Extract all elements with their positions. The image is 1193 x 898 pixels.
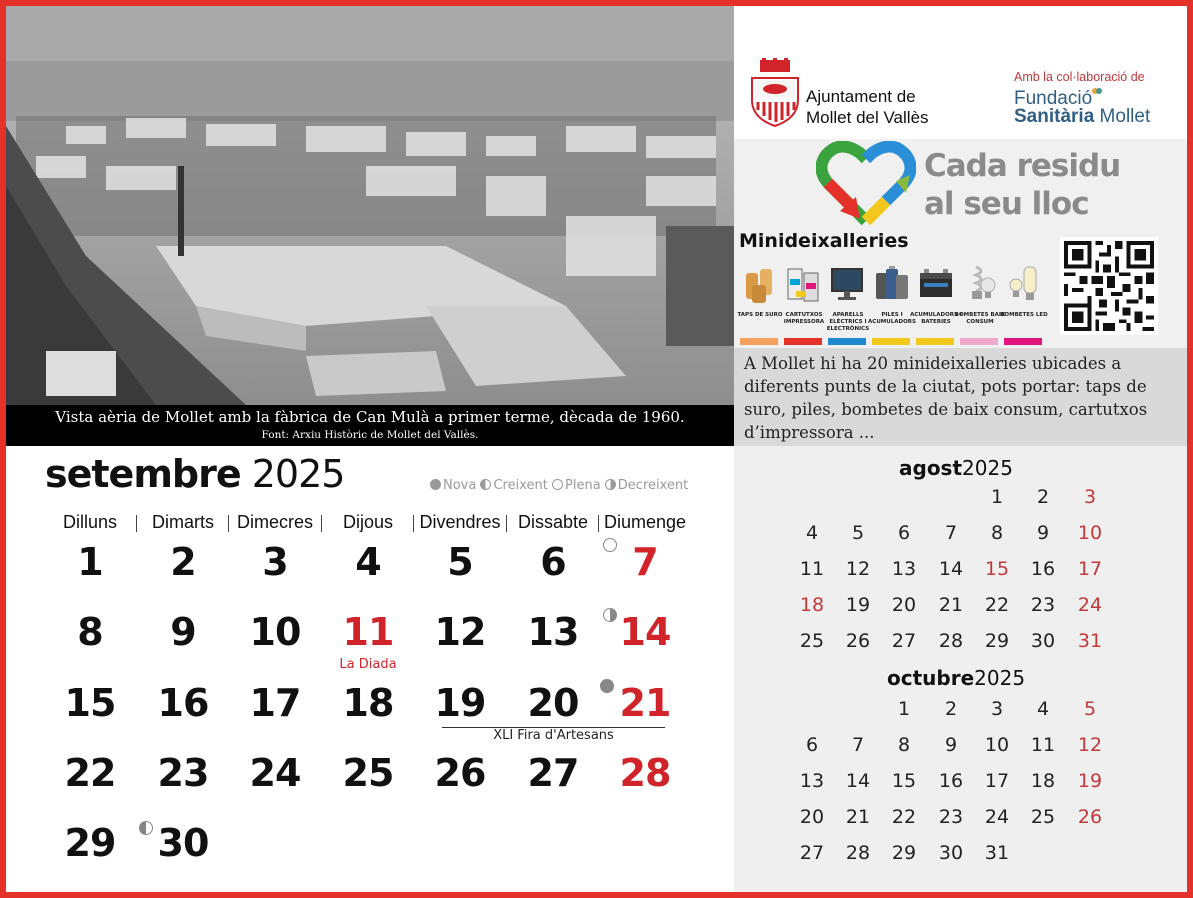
ajuntament-line1: Ajuntament de: [806, 87, 916, 106]
day-cell[interactable]: 25: [342, 751, 394, 795]
description-text: A Mollet hi ha 20 minideixalleries ubicades a diferents punts de la ciutat, pots portar: taps de suro, piles, bombetes de baix consum, cartutxos d’impressora ...: [744, 354, 1148, 442]
day-cell[interactable]: 8: [77, 610, 103, 654]
mini-day-cell[interactable]: 15: [891, 770, 917, 792]
weekday-label: Divendres: [419, 512, 501, 532]
day-cell[interactable]: 12: [434, 610, 486, 654]
mini-day-cell[interactable]: 6: [805, 734, 819, 756]
day-cell[interactable]: 15: [64, 681, 116, 725]
mini-day-cell[interactable]: 29: [984, 630, 1010, 652]
mini-day-cell[interactable]: 10: [984, 734, 1010, 756]
mini-month-year: 2025: [962, 456, 1013, 480]
mini-day-cell[interactable]: 17: [984, 770, 1010, 792]
legend-full: Plena: [565, 478, 601, 493]
day-cell[interactable]: 16: [157, 681, 209, 725]
mini-day-cell[interactable]: 28: [938, 630, 964, 652]
mini-day-cell[interactable]: 6: [897, 522, 911, 544]
mini-day-cell[interactable]: 21: [845, 806, 871, 828]
mini-day-cell[interactable]: 10: [1077, 522, 1103, 544]
mini-day-cell[interactable]: 11: [1030, 734, 1056, 756]
day-cell[interactable]: 23: [157, 751, 209, 795]
day-cell[interactable]: 3: [262, 540, 288, 584]
slogan-line2: al seu lloc: [924, 186, 1089, 222]
day-cell[interactable]: 19: [434, 681, 486, 725]
day-cell[interactable]: 4: [355, 540, 381, 584]
month-name: setembre: [45, 452, 241, 496]
slogan-line1: Cada residu: [924, 148, 1121, 184]
waste-item-label: BOMBETES LED: [1000, 312, 1048, 318]
mini-day-cell[interactable]: 16: [938, 770, 964, 792]
mini-day-cell[interactable]: 15: [984, 558, 1010, 580]
mini-day-cell[interactable]: 19: [845, 594, 871, 616]
mini-day-cell[interactable]: 9: [1036, 522, 1050, 544]
mini-day-cell[interactable]: 24: [984, 806, 1010, 828]
collab-label: Amb la col·laboració de: [1014, 70, 1145, 84]
waste-item-label: TAPS DE SURO: [737, 312, 783, 318]
waste-item-label: ACUMULADORS I BATERIES: [910, 312, 962, 325]
legend-new: Nova: [443, 478, 477, 493]
day-cell[interactable]: 29: [64, 821, 116, 865]
mini-day-cell[interactable]: 18: [1030, 770, 1056, 792]
mini-day-cell[interactable]: 20: [891, 594, 917, 616]
mini-day-cell[interactable]: 26: [1077, 806, 1103, 828]
mini-day-cell[interactable]: 17: [1077, 558, 1103, 580]
mini-day-cell[interactable]: 28: [845, 842, 871, 864]
ajuntament-line2: Mollet del Vallès: [806, 108, 929, 127]
day-cell[interactable]: 17: [249, 681, 301, 725]
day-cell[interactable]: 20: [527, 681, 579, 725]
fundacio-sanitaria: Sanitària: [1014, 106, 1095, 127]
mini-day-cell[interactable]: 5: [1083, 698, 1097, 720]
photo-source: Font: Arxiu Històric de Mollet del Vallès.: [261, 429, 479, 441]
waste-item-label: CARTUTXOS IMPRESSORA: [783, 312, 825, 325]
mini-day-cell[interactable]: 7: [944, 522, 958, 544]
day-cell[interactable]: 21: [619, 681, 671, 725]
legend-waxing: Creixent: [493, 478, 548, 493]
photo-caption-text: Vista aèria de Mollet amb la fàbrica de Can Mulà a primer terme, dècada de 1960.: [55, 408, 685, 426]
mini-day-cell[interactable]: 22: [891, 806, 917, 828]
waste-item-label: APARELLS ELÈCTRICS I ELECTRÒNICS: [826, 312, 870, 332]
mini-day-cell[interactable]: 14: [845, 770, 871, 792]
fundacio-word: Fundació: [1014, 88, 1093, 109]
mini-day-cell[interactable]: 5: [851, 522, 865, 544]
mini-day-cell[interactable]: 31: [1077, 630, 1103, 652]
mini-day-cell[interactable]: 13: [891, 558, 917, 580]
mini-day-cell[interactable]: 12: [845, 558, 871, 580]
day-cell[interactable]: 28: [619, 751, 671, 795]
day-cell[interactable]: 9: [170, 610, 196, 654]
day-cell[interactable]: 24: [249, 751, 301, 795]
mini-day-cell[interactable]: 30: [1030, 630, 1056, 652]
day-cell[interactable]: 11: [342, 610, 394, 654]
mini-day-cell[interactable]: 25: [1030, 806, 1056, 828]
mini-day-cell[interactable]: 8: [990, 522, 1004, 544]
day-cell[interactable]: 7: [632, 540, 658, 584]
mini-day-cell[interactable]: 13: [799, 770, 825, 792]
mini-day-cell[interactable]: 2: [944, 698, 958, 720]
mini-day-cell[interactable]: 26: [845, 630, 871, 652]
mini-day-cell[interactable]: 18: [799, 594, 825, 616]
day-cell[interactable]: 27: [527, 751, 579, 795]
mini-day-cell[interactable]: 3: [990, 698, 1004, 720]
mini-month-year: 2025: [974, 666, 1026, 690]
mini-day-cell[interactable]: 8: [897, 734, 911, 756]
mini-day-cell[interactable]: 30: [938, 842, 964, 864]
mini-day-cell[interactable]: 2: [1036, 486, 1050, 508]
mini-day-cell[interactable]: 31: [984, 842, 1010, 864]
day-cell[interactable]: 2: [170, 540, 196, 584]
mini-day-cell[interactable]: 16: [1030, 558, 1056, 580]
day-cell[interactable]: 6: [540, 540, 566, 584]
mini-day-cell[interactable]: 22: [984, 594, 1010, 616]
mini-month-name: agost: [899, 456, 963, 480]
legend-waning: Decreixent: [617, 478, 689, 493]
mini-day-cell[interactable]: 4: [1036, 698, 1050, 720]
holiday-note: La Diada: [339, 657, 397, 672]
weekday-label: Dimarts: [152, 512, 214, 532]
mini-day-cell[interactable]: 4: [805, 522, 819, 544]
mini-day-cell[interactable]: 27: [891, 630, 917, 652]
waste-item-label: BOMBETES BAIX CONSUM: [954, 312, 1006, 325]
weekday-label: Dijous: [342, 512, 394, 532]
minideixalleries-title: Minideixalleries: [739, 230, 909, 252]
weekday-label: Dimecres: [236, 512, 313, 532]
event-note: XLI Fira d'Artesans: [493, 728, 614, 743]
mini-day-cell[interactable]: 20: [799, 806, 825, 828]
day-cell[interactable]: 1: [77, 540, 103, 584]
day-cell[interactable]: 14: [619, 610, 671, 654]
mini-day-cell[interactable]: 1: [990, 486, 1004, 508]
mini-day-cell[interactable]: 25: [799, 630, 825, 652]
mini-day-cell[interactable]: 24: [1077, 594, 1103, 616]
mini-day-cell[interactable]: 23: [938, 806, 964, 828]
mini-day-cell[interactable]: 11: [799, 558, 825, 580]
mini-day-cell[interactable]: 23: [1030, 594, 1056, 616]
weekday-label: Diumenge: [603, 512, 687, 532]
day-cell[interactable]: 5: [447, 540, 473, 584]
waste-item-label: PILES I ACUMULADORS: [868, 312, 916, 325]
mini-month-name: octubre: [887, 666, 975, 690]
day-cell[interactable]: 10: [249, 610, 301, 654]
mini-day-cell[interactable]: 9: [944, 734, 958, 756]
day-cell[interactable]: 18: [342, 681, 394, 725]
mini-day-cell[interactable]: 7: [851, 734, 865, 756]
weekday-label: Dilluns: [62, 512, 118, 532]
month-year: 2025: [251, 452, 345, 496]
mini-day-cell[interactable]: 12: [1077, 734, 1103, 756]
mini-day-cell[interactable]: 14: [938, 558, 964, 580]
day-cell[interactable]: 13: [527, 610, 579, 654]
mini-day-cell[interactable]: 27: [799, 842, 825, 864]
weekday-label: Dissabte: [517, 512, 589, 532]
mini-day-cell[interactable]: 29: [891, 842, 917, 864]
day-cell[interactable]: 30: [157, 821, 209, 865]
mini-day-cell[interactable]: 1: [897, 698, 911, 720]
day-cell[interactable]: 22: [64, 751, 116, 795]
mini-day-cell[interactable]: 19: [1077, 770, 1103, 792]
mini-day-cell[interactable]: 3: [1083, 486, 1097, 508]
fundacio-mollet: Mollet: [1094, 106, 1151, 127]
day-cell[interactable]: 26: [434, 751, 486, 795]
mini-day-cell[interactable]: 21: [938, 594, 964, 616]
